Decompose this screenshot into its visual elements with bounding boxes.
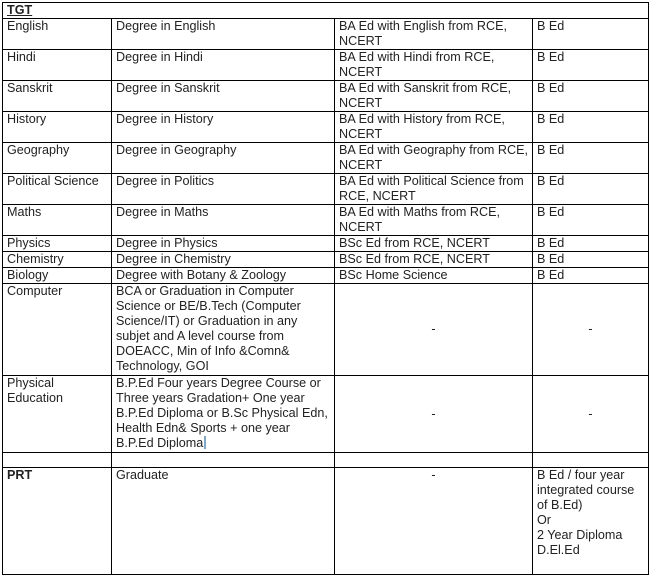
integrated-course-cell: BSc Ed from RCE, NCERT <box>335 236 533 252</box>
bed-line-2: Or <box>537 513 551 527</box>
subject-cell: Sanskrit <box>3 81 112 112</box>
subject-cell: Political Science <box>3 174 112 205</box>
integrated-course-cell: BA Ed with History from RCE, NCERT <box>335 112 533 143</box>
subject-cell: Geography <box>3 143 112 174</box>
bed-cell: - <box>533 376 649 453</box>
empty-cell <box>3 453 112 468</box>
integrated-course-cell: BSc Home Science <box>335 268 533 284</box>
subject-cell: Chemistry <box>3 252 112 268</box>
qualification-cell: Degree in English <box>112 19 335 50</box>
table-row-maths <box>3 205 649 236</box>
table-row-physical-education <box>3 376 649 453</box>
qualification-cell: Degree in Chemistry <box>112 252 335 268</box>
qualification-cell: Degree in Geography <box>112 143 335 174</box>
table-row-biology <box>3 268 649 284</box>
qualification-cell: Degree in Hindi <box>112 50 335 81</box>
table-row-history <box>3 112 649 143</box>
subject-cell: Physical Education <box>3 376 112 453</box>
subject-cell: Biology <box>3 268 112 284</box>
subject-cell: Hindi <box>3 50 112 81</box>
table-row-prt <box>3 468 649 575</box>
table-row-hindi <box>3 50 649 81</box>
empty-cell <box>112 453 335 468</box>
qualification-cell: Degree in History <box>112 112 335 143</box>
prt-label-cell <box>3 468 112 575</box>
table-row-sanskrit <box>3 81 649 112</box>
integrated-course-cell: BA Ed with Geography from RCE, NCERT <box>335 143 533 174</box>
integrated-course-cell: BSc Ed from RCE, NCERT <box>335 252 533 268</box>
blank-separator-row <box>3 453 649 468</box>
bed-cell: B Ed <box>533 81 649 112</box>
section-title-prt: PRT <box>7 468 33 482</box>
table-row-geography <box>3 143 649 174</box>
integrated-course-cell: BA Ed with Hindi from RCE, NCERT <box>335 50 533 81</box>
tgt-header-cell <box>3 3 649 19</box>
qualification-cell: Degree in Physics <box>112 236 335 252</box>
qualification-cell: Degree in Maths <box>112 205 335 236</box>
qualification-table <box>2 2 649 575</box>
text-cursor <box>204 436 206 449</box>
bed-line-1: B Ed / four year integrated course of B.Ed) <box>537 468 635 512</box>
table-row-computer <box>3 284 649 376</box>
bed-cell: B Ed <box>533 236 649 252</box>
subject-cell: History <box>3 112 112 143</box>
bed-cell: B Ed <box>533 205 649 236</box>
empty-cell <box>533 453 649 468</box>
bed-cell: B Ed <box>533 50 649 81</box>
table-row-political-science <box>3 174 649 205</box>
bed-cell: B Ed <box>533 174 649 205</box>
qualification-cell: Degree in Sanskrit <box>112 81 335 112</box>
qualification-cell: B.P.Ed Four years Degree Course or Three years Gradation+ One year B.P.Ed Diploma or B.Sc Physical Edn, Health Edn& Sports + one year B.P.Ed Diploma <box>112 376 335 453</box>
integrated-course-cell: BA Ed with Sanskrit from RCE, NCERT <box>335 81 533 112</box>
table-row-english <box>3 19 649 50</box>
qualification-cell: Graduate <box>112 468 335 575</box>
bed-cell: B Ed <box>533 252 649 268</box>
bed-cell: B Ed <box>533 143 649 174</box>
integrated-course-cell: BA Ed with English from RCE, NCERT <box>335 19 533 50</box>
bed-line-3: 2 Year Diploma D.El.Ed <box>537 528 623 557</box>
subject-cell: English <box>3 19 112 50</box>
subject-cell: Maths <box>3 205 112 236</box>
integrated-course-cell: - <box>335 376 533 453</box>
integrated-course-cell: - <box>335 284 533 376</box>
bed-cell: B Ed <box>533 19 649 50</box>
integrated-course-cell: BA Ed with Political Science from RCE, NCERT <box>335 174 533 205</box>
table-row-physics <box>3 236 649 252</box>
integrated-course-cell: BA Ed with Maths from RCE, NCERT <box>335 205 533 236</box>
subject-cell: Computer <box>3 284 112 376</box>
bed-cell: B Ed <box>533 112 649 143</box>
tgt-header-row <box>3 3 649 19</box>
subject-cell: Physics <box>3 236 112 252</box>
bed-cell: - <box>533 284 649 376</box>
bed-cell: B Ed <box>533 268 649 284</box>
qualification-cell: BCA or Graduation in Computer Science or BE/B.Tech (Computer Science/IT) or Graduation in any subjet and A level course from DOEACC, Min of Info &Comn& Technology, GOI <box>112 284 335 376</box>
empty-cell <box>335 453 533 468</box>
section-title-tgt: TGT <box>7 3 33 17</box>
table-row-chemistry <box>3 252 649 268</box>
qualification-cell: Degree with Botany & Zoology <box>112 268 335 284</box>
bed-cell <box>533 468 649 575</box>
integrated-course-cell: - <box>335 468 533 575</box>
qualification-cell: Degree in Politics <box>112 174 335 205</box>
